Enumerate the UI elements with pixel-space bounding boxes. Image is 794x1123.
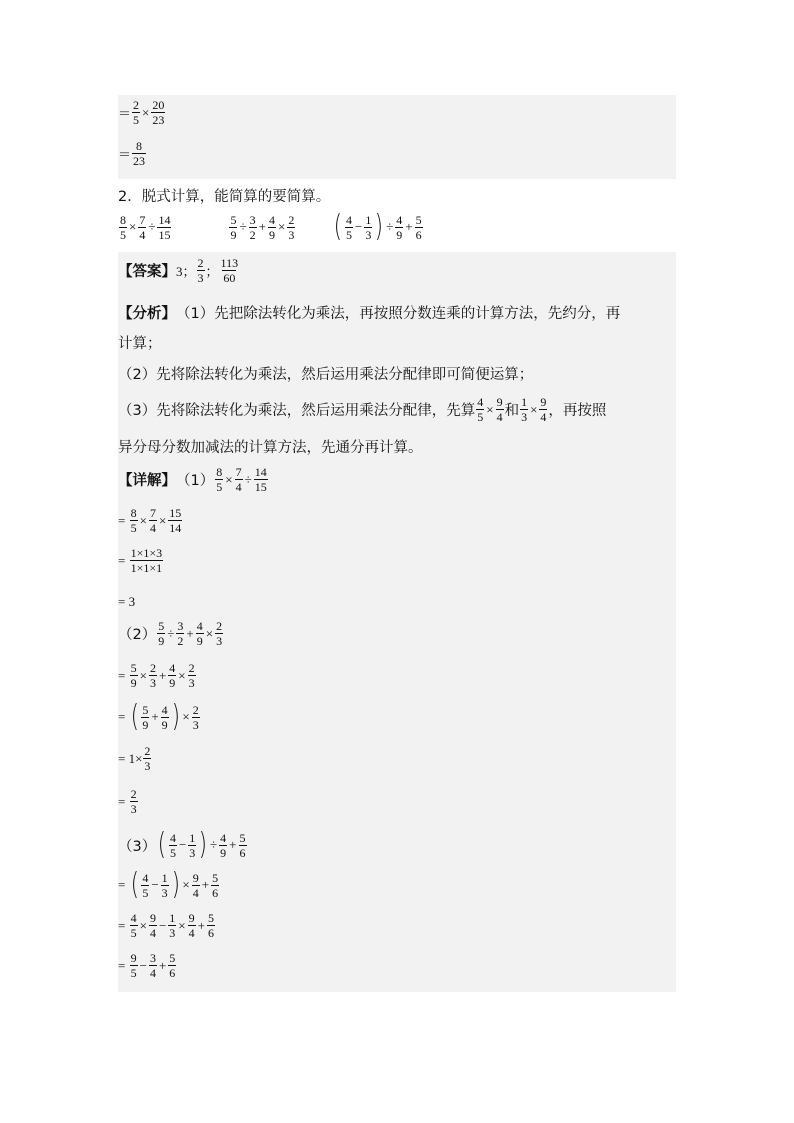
equals-sign: =: [118, 512, 126, 528]
equals-sign: =: [118, 709, 126, 724]
fraction: $\frac{4}{9}$: [196, 619, 203, 648]
fraction: $\frac{9}{5}$: [130, 951, 137, 980]
detail-label: 【详解】: [118, 473, 176, 489]
fraction: $\frac{3}{2}$: [249, 212, 256, 242]
fraction: $\frac{5}{6}$: [207, 911, 214, 940]
fraction: $\frac{1}{3}$: [189, 830, 196, 860]
fraction: $\frac{14}{15}$: [254, 465, 267, 494]
fraction: $\frac{5}{6}$: [212, 870, 219, 900]
detail-line-1: 【详解】 （1） $\frac{8}{5}$ × $\frac{7}{4}$ ÷ $\frac{14}{15}$: [118, 465, 267, 494]
fraction: $\frac{2}{3}$: [192, 702, 199, 732]
fraction: $\frac{5}{6}$: [415, 212, 422, 242]
fraction: $\frac{5}{9}$: [130, 661, 137, 690]
step-line: = $\frac{4}{5}$ × $\frac{9}{4}$ − $\frac{1}{3}$ × $\frac{9}{4}$ + $\frac{5}{6}$: [118, 911, 214, 940]
fraction: $\frac{1}{3}$: [365, 212, 372, 242]
fraction: $\frac{2}{3}$: [197, 256, 204, 285]
fraction: $\frac{4}{9}$: [268, 212, 275, 242]
equals-sign: ＝: [118, 106, 132, 121]
detail-line-2: （2） $\frac{5}{9}$ ÷ $\frac{3}{2}$ + $\frac{4}{9}$ × $\frac{2}{3}$: [118, 619, 223, 648]
step-line: = $\frac{5}{9}$ × $\frac{2}{3}$ + $\frac{4}{9}$ × $\frac{2}{3}$: [118, 661, 195, 690]
fraction: $\frac{2}{3}$: [216, 619, 223, 648]
analysis-line-2: 计算；: [118, 336, 162, 352]
question-title: 2．脱式计算，能简算的要简算。: [118, 189, 331, 205]
fraction: $\frac{9}{4}$: [149, 911, 156, 940]
fraction: $\frac{20}{23}$: [152, 98, 165, 127]
question-expressions: $\frac{8}{5}$ × $\frac{7}{4}$ ÷ $\frac{14}{15}$ $\frac{5}{9}$ ÷ $\frac{3}{2}$ + $\frac{4}{9}$ × $\frac{2}{3}$ ( $\frac{4}{5}$ − $\frac{1}{3}$ ) ÷ $\frac{4}{9}$ + $\frac{5}{6}$: [120, 209, 422, 244]
equals-sign: =: [118, 957, 126, 973]
fraction: $\frac{1}{3}$: [521, 395, 528, 424]
continuation-line-1: [118, 99, 166, 126]
one-times: = 1×: [118, 750, 143, 766]
step-line: [118, 788, 139, 815]
analysis-text: （1）先把除法转化为乘法，再按照分数连乘的计算方法，先约分，再: [176, 306, 621, 322]
step-line: = $\frac{8}{5}$ × $\frac{7}{4}$ × $\frac{15}{14}$: [118, 506, 182, 535]
step-line: = ( $\frac{5}{9}$ + $\frac{4}{9}$ ) × $\frac{2}{3}$: [118, 699, 199, 734]
analysis-label: 【分析】: [118, 306, 176, 322]
fraction: $\frac{4}{5}$: [477, 395, 484, 424]
fraction: $\frac{9}{4}$: [188, 911, 195, 940]
fraction: $\frac{5}{6}$: [169, 951, 176, 980]
fraction: $\frac{5}{9}$: [158, 619, 165, 648]
equals-sign: =: [118, 917, 126, 933]
continuation-line-2: [118, 140, 147, 167]
fraction: $\frac{4}{9}$: [169, 661, 176, 690]
part-label: （2）: [118, 627, 157, 643]
step-line: [118, 745, 152, 772]
times-sign: ×: [142, 104, 150, 120]
fraction: $\frac{2}{3}$: [144, 744, 151, 773]
fraction: $\frac{9}{4}$: [496, 395, 503, 424]
equals-sign: =: [118, 552, 126, 568]
fraction: $\frac{4}{5}$: [346, 212, 353, 242]
fraction: $\frac{1}{3}$: [161, 870, 168, 900]
analysis-line-3: （2）先将除法转化为乘法，然后运用乘法分配律即可简便运算；: [118, 367, 534, 383]
analysis-and: 和: [504, 403, 520, 419]
fraction: $\frac{7}{4}$: [149, 506, 156, 535]
equals-sign: =: [118, 667, 126, 683]
fraction: $\frac{14}{15}$: [158, 212, 171, 242]
fraction: $\frac{2}{3}$: [288, 212, 295, 242]
fraction: $\frac{5}{6}$: [239, 830, 246, 860]
answer-value-1: 3；: [176, 264, 196, 279]
fraction: $\frac{7}{4}$: [139, 212, 146, 242]
fraction: $\frac{4}{5}$: [142, 870, 149, 900]
step-line: = $\frac{9}{5}$ − $\frac{3}{4}$ + $\frac{5}{6}$: [118, 951, 176, 980]
fraction: $\frac{2}{3}$: [149, 661, 156, 690]
step-line: [118, 547, 164, 574]
analysis-line-5: 异分母分数加减法的计算方法，先通分再计算。: [118, 440, 423, 456]
analysis-text: ，再按照: [548, 403, 607, 419]
fraction: $\frac{3}{4}$: [149, 951, 156, 980]
fraction: $\frac{15}{14}$: [169, 506, 182, 535]
detail-line-3: （3） ( $\frac{4}{5}$ − $\frac{1}{3}$ ) ÷ $\frac{4}{9}$ + $\frac{5}{6}$: [118, 827, 246, 862]
fraction: $\frac{4}{5}$: [169, 830, 176, 860]
answer-line: [118, 257, 240, 284]
fraction: $\frac{4}{5}$: [130, 911, 137, 940]
shade-top: [118, 95, 676, 179]
fraction: $\frac{3}{2}$: [177, 619, 184, 648]
fraction: $\frac{113}{60}$: [220, 256, 239, 285]
answer-label: 【答案】: [118, 264, 176, 280]
step-line: = 3: [118, 594, 136, 609]
fraction: $\frac{8}{5}$: [216, 465, 223, 494]
fraction: $\frac{5}{9}$: [230, 212, 237, 242]
part-label: （1）: [176, 473, 215, 489]
equals-sign: =: [118, 793, 126, 809]
answer-separator: ；: [205, 264, 219, 279]
fraction: $\frac{8}{5}$: [130, 506, 137, 535]
fraction: $\frac{7}{4}$: [235, 465, 242, 494]
analysis-text: （3）先将除法转化为乘法，然后运用乘法分配律，先算: [118, 403, 476, 419]
part-label: （3）: [118, 838, 157, 855]
fraction: $\frac{1}{3}$: [169, 911, 176, 940]
fraction: $\frac{9}{4}$: [540, 395, 547, 424]
fraction: $\frac{5}{9}$: [142, 702, 149, 732]
step-line: = ( $\frac{4}{5}$ − $\frac{1}{3}$ ) × $\frac{9}{4}$ + $\frac{5}{6}$: [118, 867, 219, 902]
equals-sign: ＝: [118, 147, 132, 162]
fraction: $\frac{9}{4}$: [192, 870, 199, 900]
fraction: $\frac{8}{23}$: [133, 139, 146, 168]
fraction: $\frac{4}{9}$: [396, 212, 403, 242]
equals-sign: =: [118, 877, 126, 892]
fraction: $\frac{2}{3}$: [130, 787, 137, 816]
fraction: $\frac{1\times 1\times 3}{1\times 1\times 1}$: [130, 546, 163, 575]
fraction: $\frac{2}{3}$: [188, 661, 195, 690]
fraction: $\frac{2}{5}$: [133, 98, 140, 127]
fraction: $\frac{4}{9}$: [220, 830, 227, 860]
fraction: $\frac{4}{9}$: [161, 702, 168, 732]
analysis-line-1: [118, 302, 620, 323]
analysis-line-4: （3）先将除法转化为乘法，然后运用乘法分配律，先算 $\frac{4}{5}$ × $\frac{9}{4}$ 和 $\frac{1}{3}$ × $\frac{9}{4}$ ，再按照: [118, 395, 607, 424]
fraction: $\frac{8}{5}$: [120, 212, 126, 242]
